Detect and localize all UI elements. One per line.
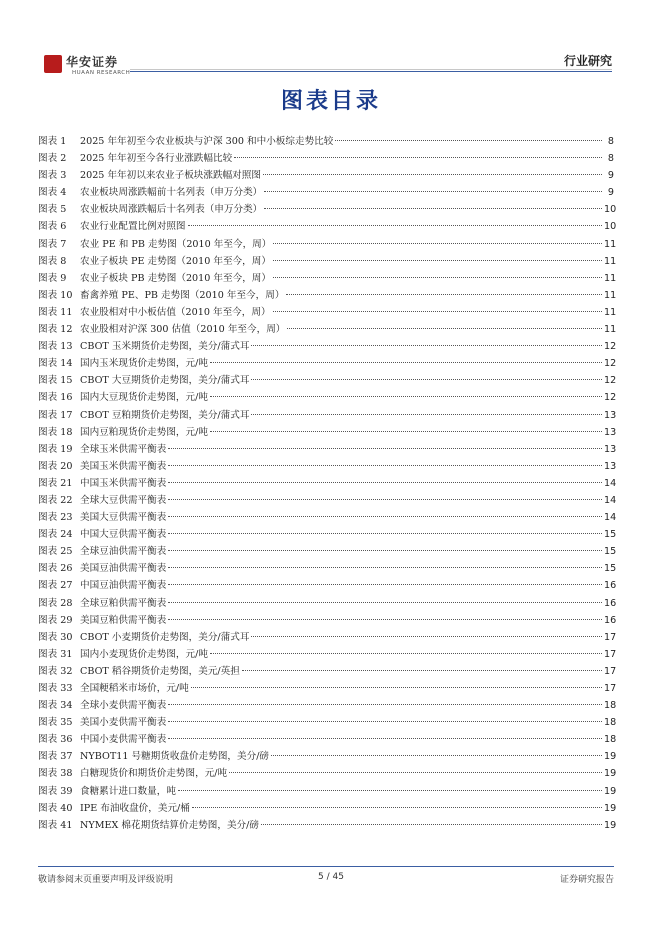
toc-entry[interactable] <box>38 783 617 800</box>
toc-entry-label: 图表 18 <box>38 426 73 438</box>
toc-leader-dots <box>168 704 602 705</box>
toc-entry-page: 17 <box>604 648 617 660</box>
toc-entry-label: 图表 19 <box>38 443 73 455</box>
toc-entry[interactable] <box>38 167 614 184</box>
toc-entry[interactable] <box>38 372 617 389</box>
toc-entry-label: 图表 30 <box>38 631 73 643</box>
toc-entry-page: 13 <box>604 460 617 472</box>
toc-leader-dots <box>188 225 602 226</box>
toc-entry-title: 国内小麦现货价走势图，元/吨 <box>80 648 208 660</box>
toc-leader-dots <box>273 311 602 312</box>
toc-entry[interactable] <box>38 475 617 492</box>
toc-entry[interactable] <box>38 526 617 543</box>
toc-entry[interactable] <box>38 646 617 663</box>
toc-entry-label: 图表 24 <box>38 529 73 541</box>
toc-entry-page: 12 <box>604 375 617 387</box>
toc-entry-title: IPE 布油收盘价，美元/桶 <box>80 802 190 814</box>
toc-entry-label: 图表 10 <box>38 289 73 301</box>
toc-entry-label: 图表 34 <box>38 700 73 712</box>
toc-entry-title: 农业股相对沪深 300 估值（2010 年至今，周） <box>80 324 286 336</box>
toc-entry-page: 19 <box>604 785 617 797</box>
logo-icon <box>44 55 62 73</box>
toc-leader-dots <box>251 379 602 380</box>
toc-leader-dots <box>191 687 602 688</box>
toc-leader-dots <box>178 790 602 791</box>
toc-leader-dots <box>168 584 602 585</box>
toc-entry-page: 10 <box>604 221 617 233</box>
toc-entry-title: 食糖累计进口数量，吨 <box>80 785 176 797</box>
toc-leader-dots <box>234 157 602 158</box>
table-of-figures <box>38 133 617 834</box>
toc-entry[interactable] <box>38 765 617 782</box>
toc-entry-page: 16 <box>604 614 617 626</box>
toc-leader-dots <box>273 260 602 261</box>
toc-entry-title: 美国玉米供需平衡表 <box>80 460 167 472</box>
toc-entry-title: 农业行业配置比例对照图 <box>80 221 186 233</box>
toc-entry[interactable] <box>38 748 617 765</box>
toc-entry-page: 13 <box>604 443 617 455</box>
toc-entry-label: 图表 13 <box>38 341 73 353</box>
toc-leader-dots <box>273 277 602 278</box>
toc-entry-label: 图表 9 <box>38 272 67 284</box>
toc-entry-label: 图表 11 <box>38 306 73 318</box>
toc-entry-title: 美国豆油供需平衡表 <box>80 563 167 575</box>
toc-leader-dots <box>264 191 602 192</box>
toc-leader-dots <box>251 345 602 346</box>
toc-entry-label: 图表 23 <box>38 512 73 524</box>
toc-entry-label: 图表 38 <box>38 768 73 780</box>
logo-name: 华安证券 <box>66 55 119 69</box>
toc-entry-title: 农业 PE 和 PB 走势图（2010 年至今，周） <box>80 238 272 250</box>
toc-leader-dots <box>168 738 602 739</box>
toc-entry-label: 图表 7 <box>38 238 67 250</box>
toc-entry[interactable] <box>38 595 617 612</box>
toc-leader-dots <box>168 602 602 603</box>
toc-entry[interactable] <box>38 355 617 372</box>
toc-entry-label: 图表 32 <box>38 665 73 677</box>
toc-entry-title: NYBOT11 号糖期货收盘价走势图，美分/磅 <box>80 751 270 763</box>
toc-entry-label: 图表 33 <box>38 683 73 694</box>
toc-entry[interactable] <box>38 253 617 270</box>
toc-leader-dots <box>210 396 602 397</box>
toc-entry[interactable] <box>38 441 617 458</box>
toc-entry[interactable] <box>38 543 617 560</box>
toc-entry-page: 17 <box>604 631 617 643</box>
toc-entry-title: 农业子板块 PE 走势图（2010 年至今，周） <box>80 255 271 267</box>
toc-entry-label: 图表 20 <box>38 460 73 472</box>
toc-entry-label: 图表 40 <box>38 802 73 814</box>
toc-entry-title: 全球豆粕供需平衡表 <box>80 597 167 609</box>
toc-entry-title: 农业板块周涨跌幅前十名列表（申万分类） <box>80 187 263 199</box>
toc-entry-page: 18 <box>604 700 617 712</box>
toc-entry[interactable] <box>38 714 617 731</box>
toc-leader-dots <box>286 294 602 295</box>
toc-entry-page: 13 <box>604 426 617 438</box>
toc-leader-dots <box>210 431 602 432</box>
page-number: 5 / 45 <box>318 872 344 882</box>
toc-entry[interactable] <box>38 150 614 167</box>
toc-entry-page: 15 <box>604 546 617 558</box>
header-divider-accent <box>130 71 612 72</box>
toc-leader-dots <box>242 670 602 671</box>
toc-leader-dots <box>168 550 602 551</box>
toc-entry[interactable] <box>38 697 617 714</box>
toc-entry-label: 图表 15 <box>38 375 73 387</box>
toc-entry-title: 中国小麦供需平衡表 <box>80 734 167 746</box>
toc-entry-label: 图表 1 <box>38 136 67 147</box>
toc-entry-title: 中国豆油供需平衡表 <box>80 580 167 592</box>
toc-leader-dots <box>168 567 602 568</box>
toc-entry-page: 16 <box>604 580 617 592</box>
toc-entry-page: 15 <box>604 563 617 575</box>
toc-entry-label: 图表 29 <box>38 614 73 626</box>
page-header <box>0 0 662 80</box>
toc-leader-dots <box>168 499 602 500</box>
toc-entry-page: 15 <box>604 529 617 541</box>
toc-leader-dots <box>251 636 602 637</box>
toc-leader-dots <box>264 208 602 209</box>
toc-entry-title: 全球豆油供需平衡表 <box>80 546 167 558</box>
toc-entry-page: 19 <box>604 819 617 831</box>
toc-leader-dots <box>229 772 602 773</box>
toc-entry-title: 全球小麦供需平衡表 <box>80 700 167 712</box>
toc-entry[interactable] <box>38 509 617 526</box>
toc-entry-label: 图表 27 <box>38 580 73 592</box>
toc-entry-title: CBOT 大豆期货价走势图，美分/蒲式耳 <box>80 375 250 387</box>
footer-disclaimer: 敬请参阅末页重要声明及评级说明 <box>38 875 174 885</box>
toc-leader-dots <box>210 362 602 363</box>
toc-leader-dots <box>251 414 602 415</box>
toc-entry[interactable] <box>38 270 617 287</box>
toc-entry-title: 白糖现货价和期货价走势图，元/吨 <box>80 768 228 780</box>
toc-entry-title: 2025 年年初以来农业子板块涨跌幅对照图 <box>80 170 261 182</box>
toc-entry-page: 11 <box>604 272 617 284</box>
toc-entry[interactable] <box>38 492 617 509</box>
toc-leader-dots <box>271 755 602 756</box>
toc-entry-page: 19 <box>604 802 617 814</box>
toc-leader-dots <box>168 465 602 466</box>
toc-leader-dots <box>168 533 602 534</box>
toc-entry[interactable] <box>38 236 617 253</box>
toc-entry[interactable] <box>38 731 617 748</box>
toc-entry-page: 19 <box>604 751 617 763</box>
toc-entry-title: CBOT 小麦期货价走势图，美分/蒲式耳 <box>80 631 250 643</box>
toc-entry-page: 12 <box>604 392 617 404</box>
toc-entry-title: 2025 年年初至今各行业涨跌幅比较 <box>80 153 233 165</box>
toc-entry-title: 美国大豆供需平衡表 <box>80 512 167 524</box>
toc-entry[interactable] <box>38 800 617 817</box>
toc-entry-label: 图表 22 <box>38 494 73 506</box>
toc-entry-label: 图表 25 <box>38 546 73 558</box>
toc-entry-page: 8 <box>607 153 614 165</box>
toc-entry[interactable] <box>38 389 617 406</box>
toc-entry-title: 中国大豆供需平衡表 <box>80 529 167 541</box>
toc-entry-page: 10 <box>604 204 617 216</box>
toc-entry[interactable] <box>38 218 617 235</box>
toc-entry-label: 图表 2 <box>38 153 67 165</box>
toc-entry-page: 11 <box>604 289 617 301</box>
toc-entry-page: 11 <box>604 238 617 250</box>
toc-entry-label: 图表 41 <box>38 819 73 831</box>
toc-entry-title: 农业板块周涨跌幅后十名列表（申万分类） <box>80 204 263 216</box>
toc-entry-page: 11 <box>604 324 617 336</box>
toc-entry-title: 美国豆粕供需平衡表 <box>80 614 167 626</box>
toc-entry[interactable] <box>38 321 617 338</box>
toc-entry-title: CBOT 豆粕期货价走势图，美分/蒲式耳 <box>80 409 250 421</box>
toc-entry-label: 图表 21 <box>38 477 73 489</box>
toc-entry-page: 17 <box>604 683 617 694</box>
footer-divider <box>38 866 614 867</box>
toc-leader-dots <box>261 824 602 825</box>
toc-entry-title: NYMEX 棉花期货结算价走势图，美分/磅 <box>80 819 259 831</box>
header-divider <box>130 69 612 70</box>
toc-entry-page: 19 <box>604 768 617 780</box>
toc-entry-label: 图表 36 <box>38 734 73 746</box>
toc-leader-dots <box>210 653 602 654</box>
toc-entry-title: 全国粳稻米市场价，元/吨 <box>80 683 189 694</box>
toc-leader-dots <box>168 619 602 620</box>
toc-entry-page: 9 <box>607 187 614 199</box>
toc-entry-label: 图表 3 <box>38 170 67 182</box>
toc-leader-dots <box>168 721 602 722</box>
toc-entry[interactable] <box>38 663 617 680</box>
toc-entry-title: 美国小麦供需平衡表 <box>80 717 167 729</box>
toc-entry-title: CBOT 稻谷期货价走势图，美元/英担 <box>80 665 240 677</box>
toc-entry-title: 国内玉米现货价走势图，元/吨 <box>80 358 208 370</box>
toc-entry[interactable] <box>38 629 617 646</box>
logo-subtitle: HUAAN RESEARCH <box>72 70 131 76</box>
toc-entry[interactable] <box>38 287 617 304</box>
toc-entry-label: 图表 28 <box>38 597 73 609</box>
section-label: 行业研究 <box>563 54 612 68</box>
toc-entry-page: 11 <box>604 306 617 318</box>
toc-entry-page: 18 <box>604 734 617 746</box>
toc-entry-label: 图表 31 <box>38 648 73 660</box>
toc-leader-dots <box>273 243 602 244</box>
toc-entry[interactable] <box>38 577 617 594</box>
toc-leader-dots <box>335 140 602 141</box>
toc-entry-page: 14 <box>604 512 617 524</box>
toc-leader-dots <box>287 328 602 329</box>
toc-entry[interactable] <box>38 817 617 834</box>
toc-entry[interactable] <box>38 680 617 697</box>
toc-entry-page: 18 <box>604 717 617 729</box>
toc-leader-dots <box>168 448 602 449</box>
toc-entry-page: 8 <box>607 136 614 147</box>
toc-entry-page: 12 <box>604 341 617 353</box>
toc-entry[interactable] <box>38 184 614 201</box>
toc-entry-title: 农业股相对中小板估值（2010 年至今，周） <box>80 306 271 318</box>
toc-entry-label: 图表 16 <box>38 392 73 404</box>
toc-entry-page: 9 <box>607 170 614 182</box>
toc-entry[interactable] <box>38 338 617 355</box>
toc-entry[interactable] <box>38 201 617 218</box>
toc-entry[interactable] <box>38 560 617 577</box>
toc-entry-page: 16 <box>604 597 617 609</box>
toc-entry-title: 国内大豆现货价走势图，元/吨 <box>80 392 208 404</box>
toc-entry-page: 12 <box>604 358 617 370</box>
toc-leader-dots <box>168 516 602 517</box>
toc-leader-dots <box>263 174 602 175</box>
toc-entry-title: 国内豆粕现货价走势图，元/吨 <box>80 426 208 438</box>
toc-entry-label: 图表 17 <box>38 409 73 421</box>
toc-entry-title: 中国玉米供需平衡表 <box>80 477 167 489</box>
toc-entry-page: 11 <box>604 255 617 267</box>
toc-leader-dots <box>168 482 602 483</box>
toc-entry-label: 图表 12 <box>38 324 73 336</box>
toc-entry-label: 图表 6 <box>38 221 67 233</box>
toc-entry-title: 全球大豆供需平衡表 <box>80 494 167 506</box>
toc-entry-label: 图表 35 <box>38 717 73 729</box>
toc-entry-page: 14 <box>604 494 617 506</box>
toc-entry-label: 图表 4 <box>38 187 67 199</box>
toc-entry-title: 2025 年年初至今农业板块与沪深 300 和中小板综走势比较 <box>80 136 334 147</box>
toc-entry-label: 图表 5 <box>38 204 67 216</box>
toc-entry-title: 畜禽养殖 PE、PB 走势图（2010 年至今，周） <box>80 289 285 301</box>
toc-entry[interactable] <box>38 407 617 424</box>
toc-entry-page: 14 <box>604 477 617 489</box>
toc-entry-label: 图表 37 <box>38 751 73 763</box>
toc-entry[interactable] <box>38 304 617 321</box>
toc-entry-title: 全球玉米供需平衡表 <box>80 443 167 455</box>
toc-entry-title: 农业子板块 PB 走势图（2010 年至今，周） <box>80 272 271 284</box>
toc-entry-label: 图表 14 <box>38 358 73 370</box>
toc-entry-label: 图表 26 <box>38 563 73 575</box>
toc-entry-page: 17 <box>604 665 617 677</box>
page-title: 图表目录 <box>280 89 381 114</box>
toc-entry-title: CBOT 玉米期货价走势图，美分/蒲式耳 <box>80 341 250 353</box>
toc-entry[interactable] <box>38 133 614 150</box>
toc-entry-label: 图表 39 <box>38 785 73 797</box>
toc-leader-dots <box>192 807 602 808</box>
toc-entry[interactable] <box>38 424 617 441</box>
toc-entry[interactable] <box>38 458 617 475</box>
footer-report-type: 证券研究报告 <box>559 875 614 885</box>
toc-entry-label: 图表 8 <box>38 255 67 267</box>
toc-entry[interactable] <box>38 612 617 629</box>
toc-entry-page: 13 <box>604 409 617 421</box>
